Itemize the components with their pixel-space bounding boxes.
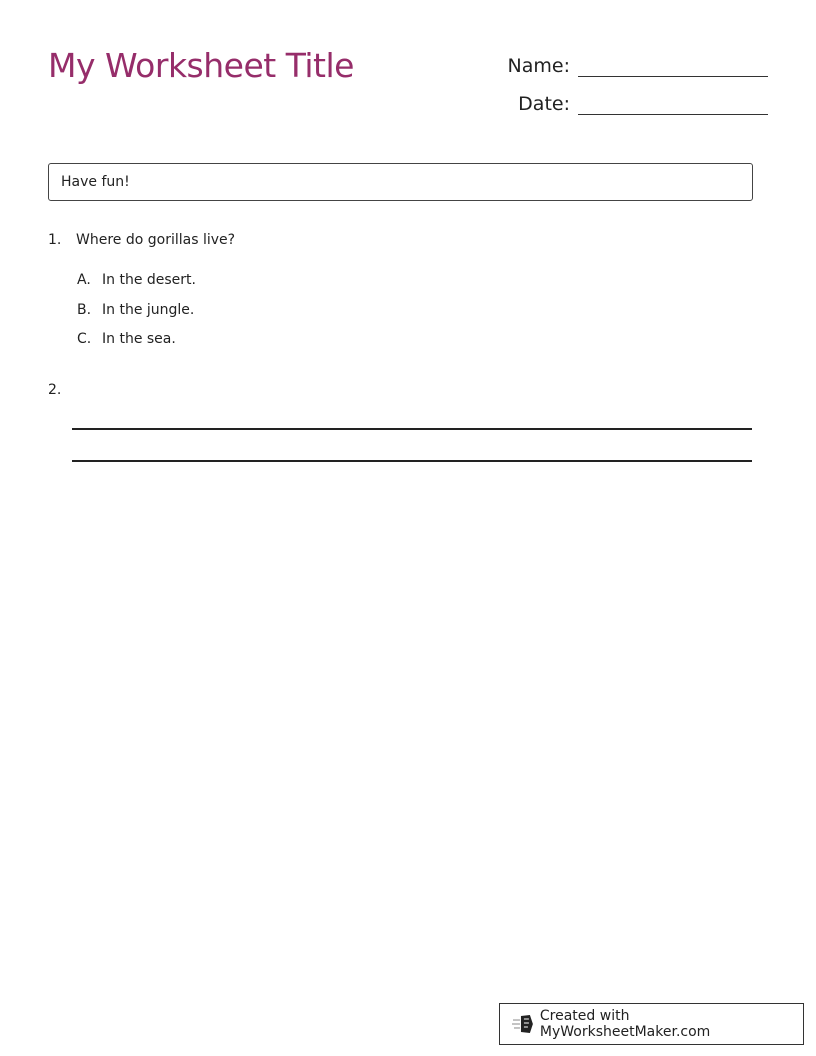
name-field (508, 52, 768, 77)
option-b (77, 302, 194, 318)
name-line (578, 52, 768, 77)
question-number: 1. (48, 232, 62, 248)
question-number: 2. (48, 382, 62, 398)
question-2 (48, 382, 76, 398)
date-line (578, 90, 768, 115)
date-field (518, 90, 768, 115)
option-text: In the sea. (102, 331, 176, 347)
worksheet-title: My Worksheet Title (48, 46, 354, 85)
option-letter: A. (77, 272, 91, 288)
instructions-text: Have fun! (61, 174, 130, 190)
instructions-box (48, 163, 753, 201)
name-label: Name: (507, 55, 570, 77)
footer-text: Created with MyWorksheetMaker.com (539, 1008, 711, 1040)
option-letter: B. (77, 302, 92, 318)
option-text: In the jungle. (102, 302, 195, 318)
option-text: In the desert. (102, 272, 196, 288)
answer-line (72, 428, 752, 430)
option-letter: C. (77, 331, 92, 347)
worksheet-maker-logo-icon (512, 1013, 534, 1035)
footer-badge[interactable] (499, 1003, 804, 1045)
answer-line (72, 460, 752, 462)
question-text: Where do gorillas live? (76, 232, 236, 248)
option-a (77, 272, 196, 288)
option-c (77, 331, 176, 347)
date-label: Date: (518, 93, 570, 115)
question-1 (48, 232, 235, 248)
